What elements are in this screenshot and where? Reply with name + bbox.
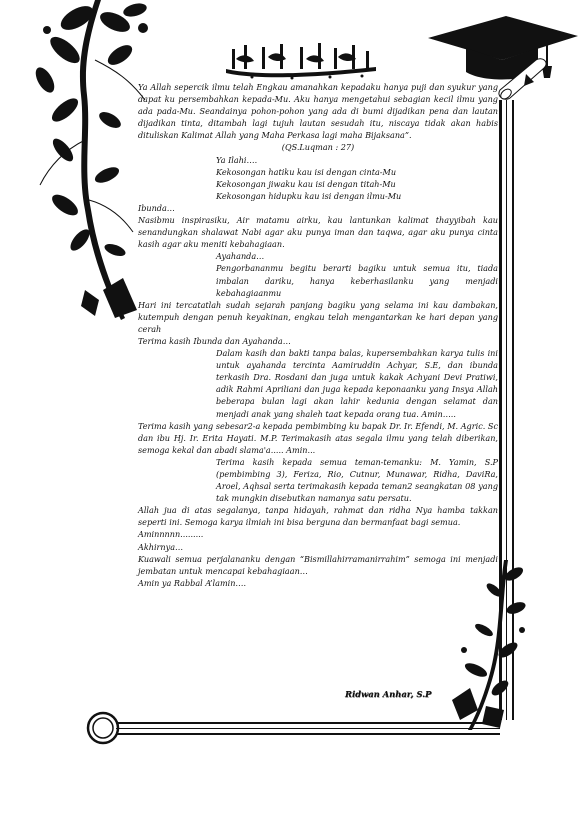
ilahi-heading: Ya Ilahi….: [216, 154, 258, 165]
dedication-text: [138, 81, 498, 589]
ibunda-heading: Ibunda…: [138, 202, 175, 213]
bottom-border-line-3: [116, 733, 500, 735]
dedication-family-paragraph: Dalam kasih dan bakti tanpa balas, kupersembahkan karya tulis ini untuk ayahanda tercinta Aamiruddin Achyar, S.E, dan ibunda terkasih Dra. Rosdani dan juga untuk kakak Achyani Devi Pratiwi, adik Rahmi Apriliani dan juga kepada keponaanku yang Insya Allah beberapa bulan lagi akan lahir kedunia dengan selamat dan menjadi anak yang shaleh taat kepada orang tua. Amin…..: [216, 348, 498, 419]
bottom-border-line-1: [116, 722, 500, 724]
ibunda-text: Nasibmu inspirasiku, Air matamu airku, kau lantunkan kalimat thayyibah kau senandungkan shalawat Nabi agar aku punya iman dan taqwa, agar aku punya cinta kasih agar aku meniti kebahagiaan.: [138, 215, 498, 250]
author-signature: Ridwan Anhar, S.P: [345, 689, 432, 699]
ayahanda-heading: Ayahanda…: [216, 251, 265, 262]
hari-ini-paragraph: Hari ini tercatatlah sudah sejarah panjang bagiku yang selama ini kau dambakan, kutempuh dengan penuh keyakinan, engkau telah mengantarkan ke hari depan yang cerah: [138, 299, 498, 334]
thanks-parents: Terima kasih Ibunda dan Ayahanda…: [138, 335, 291, 346]
thanks-supervisors: Terima kasih yang sebesar2-a kepada pembimbing ku bapak Dr. Ir. Efendi, M. Agric. Sc dan ibu Hj. Ir. Erita Hayati. M.P. Terimakasih atas segala ilmu yang telah diberikan, semoga kekal dan abadi slama'a..... Amin...: [138, 420, 498, 455]
amin-rabbal-line: Amin ya Rabbal A’lamin….: [138, 577, 247, 588]
ilahi-line: Kekosongan hatiku kau isi dengan cinta-Mu: [216, 166, 397, 177]
ayahanda-text: Pengorbananmu begitu berarti bagiku untuk semua itu, tiada imbalan dariku, hanya keberhasilanku yang menjadi kebahagiaanmu: [216, 263, 498, 298]
quran-quote: Ya Allah sepercik ilmu telah Engkau amanahkan kepadaku hanya puji dan syukur yang dapat ku persembahkan kepada-Mu. Aku hanya mengetahui sebagian kecil ilmu yang ada pada-Mu. Seandainya pohon-pohon yang ada di bumi dijadikan pena dan lautan dijadikan tinta, ditambah lagi tujuh lautan sesudah itu, niscaya tidak akan habis dituliskan Kalimat Allah yang Maha Perkasa lagi maha Bijaksana”.: [138, 82, 498, 141]
ilahi-line: Kekosongan hidupku kau isi dengan ilmu-Mu: [216, 190, 402, 201]
allah-paragraph: Allah jua di atas segalanya, tanpa hidayah, rahmat dan ridha Nya hamba takkan seperti ini. Semoga karya ilmiah ini bisa berguna dan bermanfaat bagi semua.: [138, 505, 498, 528]
bottom-border-line-2: [116, 728, 500, 729]
akhirnya-line: Akhirnya…: [138, 541, 184, 552]
quote-source: (QS.Luqman : 27): [281, 142, 355, 153]
calligraphy-banner: [222, 41, 380, 81]
kuawali-paragraph: Kuawali semua perjalananku dengan “Bismillahirramanirrahim” semoga ini menjadi jembatan untuk mencapai kebahagiaan…: [138, 553, 498, 576]
aminnn-line: Aminnnnn.........: [138, 529, 204, 540]
circle-ornament: [86, 711, 120, 745]
thanks-friends: Terima kasih kepada semua teman-temanku: M. Yamin, S.P (pembimbing 3), Feriza, Rio, Cutnur, Munawar, Ridha, DaviRa, Aroel, Aqhsal serta terimakasih kepada teman2 seangkatan 08 yang tak mungkin disebutkan namanya satu persatu.: [216, 456, 498, 504]
ilahi-line: Kekosongan jiwaku kau isi dengan titah-Mu: [216, 178, 396, 189]
